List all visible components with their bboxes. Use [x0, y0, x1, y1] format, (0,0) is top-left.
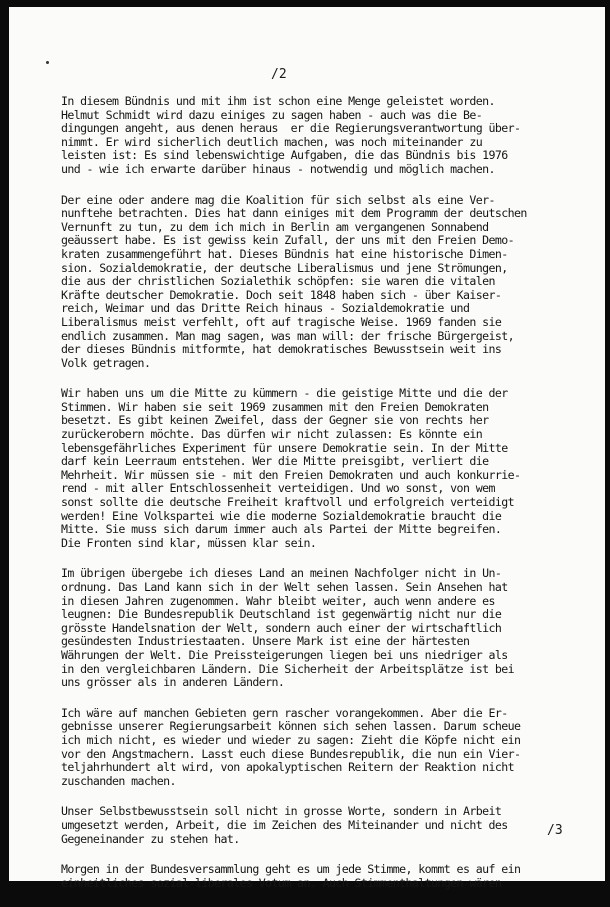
- text-line: gesündesten Industriestaaten. Unsere Mark ist eine der härtesten: [61, 634, 470, 649]
- text-line: Vernunft zu tun, zu dem ich mich in Berlin am vergangenen Sonnabend: [61, 219, 489, 234]
- text-line: In diesem Bündnis und mit ihm ist schon eine Menge geleistet worden.: [61, 94, 495, 108]
- text-line: Helmut Schmidt wird dazu einiges zu sagen haben - auch was die Be-: [61, 107, 483, 122]
- text-line: Ich wäre auf manchen Gebieten gern rascher vorangekommen. Aber die Er-: [61, 705, 508, 720]
- text-line: Die Fronten sind klar, müssen klar sein.: [61, 535, 317, 550]
- paragraph: [61, 95, 571, 177]
- text-line: zurückerobern möchte. Das dürfen wir nicht zulassen: Es könnte ein: [61, 427, 483, 442]
- text-line: dingungen angeht, aus denen heraus er die Regierungsverantwortung über-: [61, 121, 521, 136]
- paragraph: [61, 805, 571, 846]
- text-line: nimmt. Er wird sicherlich deutlich machen, was noch miteinander zu: [61, 134, 483, 149]
- text-line: ordnung. Das Land kann sich in der Welt sehen lassen. Sein Ansehen hat: [61, 580, 508, 594]
- text-line: Liberalismus meist verfehlt, oft auf tragische Weise. 1969 fanden sie: [61, 314, 502, 329]
- text-line: ich mich nicht, es wieder und wieder zu sagen: Zieht die Köpfe nicht ein: [61, 732, 521, 747]
- document-page: [9, 7, 605, 890]
- text-line: besetzt. Es gibt keinen Zweifel, dass der Gegner sie von rechts her: [61, 413, 489, 428]
- paragraph: [61, 707, 571, 789]
- text-line: grösste Handelsnation der Welt, sondern auch einer der wirtschaftlich: [61, 620, 502, 635]
- text-line: Stimmen. Wir haben sie seit 1969 zusammen mit den Freien Demokraten: [61, 399, 489, 414]
- text-line: Kräfte deutscher Demokratie. Doch seit 1848 haben sich - über Kaiser-: [61, 287, 502, 302]
- text-line: reich, Weimar und das Dritte Reich hinaus - Sozialdemokratie und: [61, 301, 470, 316]
- text-line: sion. Sozialdemokratie, der deutsche Liberalismus und jene Strömungen,: [61, 260, 508, 275]
- text-line: der dieses Bündnis mitformte, hat demokratisches Bewusstsein weit ins: [61, 342, 502, 357]
- page-number: /2: [271, 67, 287, 82]
- text-line: sonst sollte die deutsche Freiheit kraftvoll und erfolgreich verteidigt: [61, 495, 514, 510]
- text-line: leisten ist: Es sind lebenswichtige Aufgaben, die das Bündnis bis 1976: [61, 148, 508, 163]
- text-line: Morgen in der Bundesversammlung geht es um jede Stimme, kommt es auf ein: [61, 862, 521, 877]
- paragraph: [61, 863, 571, 890]
- text-line: Gegeneinander zu stehen hat.: [61, 831, 240, 846]
- text-line: lebensgefährliches Experiment für unsere Demokratie sein. In der Mitte: [61, 440, 508, 455]
- text-line: teljahrhundert alt wird, von apokalyptischen Reitern der Reaktion nicht: [61, 760, 514, 775]
- paragraph: [61, 387, 571, 550]
- text-line: vor den Angstmachern. Lasst euch diese Bundesrepublik, die nun ein Vier-: [61, 746, 521, 761]
- text-line: Währungen der Welt. Die Preissteigerungen liegen bei uns niedriger als: [61, 647, 508, 662]
- body-text: [61, 95, 571, 907]
- text-line: geäussert habe. Es ist gewiss kein Zufall, der uns mit den Freien Demo-: [61, 233, 514, 248]
- text-line: umgesetzt werden, Arbeit, die im Zeichen des Miteinander und nicht des: [61, 817, 508, 832]
- text-line: gebnisse unserer Regierungsarbeit können sich sehen lassen. Darum scheue: [61, 719, 521, 734]
- text-line: Im übrigen übergebe ich dieses Land an meinen Nachfolger nicht in Un-: [61, 566, 502, 581]
- scan-speck: [46, 61, 49, 64]
- paragraph: [61, 567, 571, 689]
- text-line: rend - mit aller Entschlossenheit verteidigen. Und wo sonst, von wem: [61, 481, 495, 496]
- text-line: kraten zusammengeführt hat. Dieses Bündnis hat eine historische Dimen-: [61, 246, 508, 261]
- text-line: Mehrheit. Wir müssen sie - mit den Freien Demokraten und auch konkurrie-: [61, 467, 521, 482]
- text-line: Unser Selbstbewusstsein soll nicht in grosse Worte, sondern in Arbeit: [61, 804, 502, 819]
- text-line: und - wie ich erwarte darüber hinaus - notwendig und möglich machen.: [61, 161, 495, 176]
- text-line: uns grösser als in anderen Ländern.: [61, 675, 285, 690]
- text-line: leugnen: Die Bundesrepublik Deutschland ist gegenwärtig nicht nur die: [61, 607, 502, 622]
- text-line: Der eine oder andere mag die Koalition für sich selbst als eine Ver-: [61, 192, 495, 207]
- text-line: Volk getragen.: [61, 355, 151, 370]
- text-line: in den vergleichbaren Ländern. Die Sicherheit der Arbeitsplätze ist bei: [61, 661, 514, 676]
- next-page-reference: /3: [547, 823, 563, 838]
- paragraph: [61, 194, 571, 371]
- text-line: die aus der christlichen Sozialethik schöpfen: sie waren die vitalen: [61, 274, 495, 289]
- text-line: darf kein Leerraum entstehen. Wer die Mitte preisgibt, verliert die: [61, 454, 489, 469]
- text-line: einheitliches sozial-liberales Votum an. Auch Stimmenthaltungen wären: [61, 875, 502, 890]
- text-line: werden! Eine Volkspartei wie die moderne Sozialdemokratie braucht die: [61, 508, 502, 523]
- text-line: endlich zusammen. Man mag sagen, was man will: der frische Bürgergeist,: [61, 328, 514, 343]
- text-line: in diesen Jahren zugenommen. Wahr bleibt weiter, auch wenn andere es: [61, 593, 495, 608]
- text-line: Mitte. Sie muss sich darum immer auch als Partei der Mitte begreifen.: [61, 522, 502, 537]
- text-line: nunftehe betrachten. Dies hat dann einiges mit dem Programm der deutschen: [61, 206, 527, 221]
- text-line: Wir haben uns um die Mitte zu kümmern - die geistige Mitte und die der: [61, 386, 508, 401]
- text-line: zuschanden machen.: [61, 773, 176, 788]
